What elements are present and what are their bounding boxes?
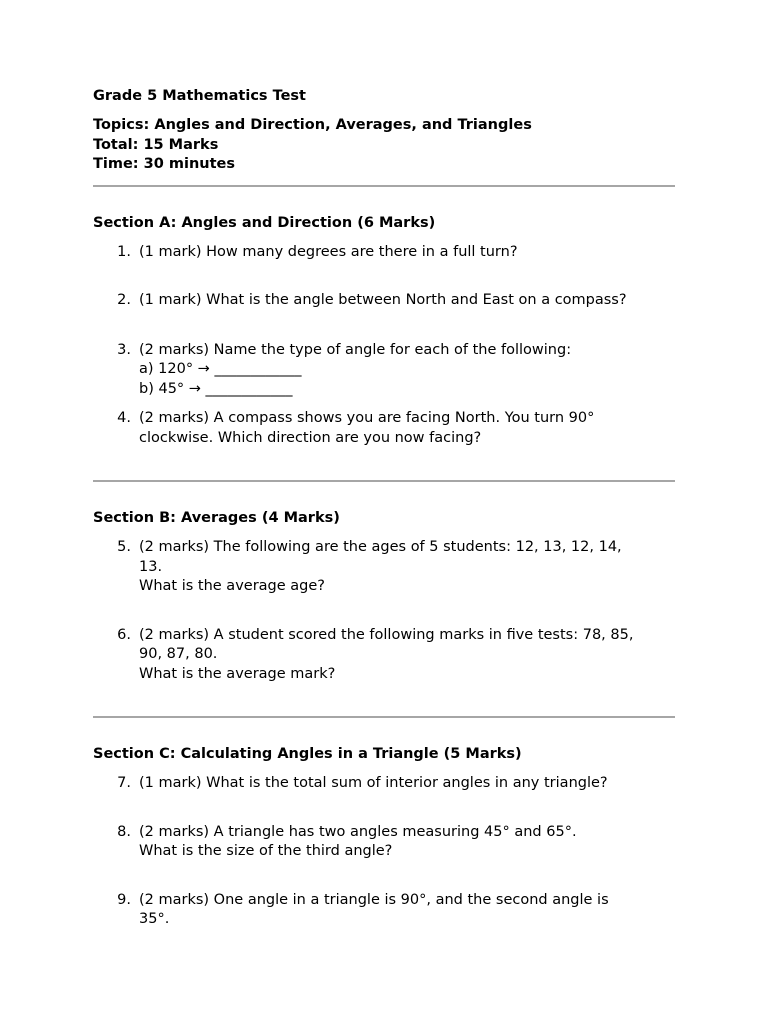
question-prompt: What is the average age?	[139, 578, 325, 594]
question-prompt: What is the average mark?	[139, 665, 336, 682]
question-number: 6.	[117, 626, 131, 643]
test-document	[93, 86, 675, 930]
question-4	[93, 409, 675, 448]
divider	[93, 716, 675, 718]
section-b-title: Section B: Averages (4 Marks)	[93, 510, 340, 526]
total-marks-line: Total: 15 Marks	[93, 136, 219, 153]
question-8	[93, 823, 675, 862]
question-3	[93, 341, 675, 400]
divider	[93, 185, 675, 187]
question-text-continued: clockwise. Which direction are you now facing?	[139, 429, 482, 446]
divider	[93, 480, 675, 482]
document-title: Grade 5 Mathematics Test	[93, 88, 306, 104]
question-text: (2 marks) A compass shows you are facing North. You turn 90°	[139, 410, 595, 426]
question-2	[93, 291, 675, 311]
question-text: (2 marks) The following are the ages of 5 students: 12, 13, 12, 14,	[139, 539, 622, 555]
question-text: (2 marks) A student scored the following marks in five tests: 78, 85,	[139, 626, 634, 643]
time-line: Time: 30 minutes	[93, 156, 235, 172]
question-number: 9.	[117, 891, 131, 908]
question-text-continued: 90, 87, 80.	[139, 646, 218, 662]
question-text-continued: 13.	[139, 558, 163, 575]
question-5	[93, 538, 675, 597]
section-c-title: Section C: Calculating Angles in a Triangle (5 Marks)	[93, 746, 522, 762]
question-text: (1 mark) What is the total sum of interior angles in any triangle?	[139, 775, 608, 791]
question-6	[93, 626, 675, 685]
test-meta	[93, 116, 675, 175]
question-number: 3.	[117, 341, 131, 358]
question-number: 1.	[117, 243, 131, 260]
question-number: 2.	[117, 292, 131, 308]
answer-blank-b: b) 45° → ____________	[139, 380, 293, 397]
question-prompt: What is the size of the third angle?	[139, 843, 393, 859]
question-text: (2 marks) Name the type of angle for each of the following:	[139, 341, 572, 358]
question-text: (2 marks) A triangle has two angles measuring 45° and 65°.	[139, 823, 577, 840]
question-text: (1 mark) What is the angle between North and East on a compass?	[139, 292, 627, 308]
question-text-continued: 35°.	[139, 911, 170, 927]
answer-blank-a: a) 120° → ____________	[139, 361, 302, 377]
question-number: 7.	[117, 775, 131, 791]
question-number: 8.	[117, 823, 131, 840]
question-7	[93, 774, 675, 794]
section-a-title: Section A: Angles and Direction (6 Marks)	[93, 214, 436, 231]
question-text: (1 mark) How many degrees are there in a full turn?	[139, 243, 518, 260]
question-1	[93, 243, 675, 263]
topics-line: Topics: Angles and Direction, Averages, and Triangles	[93, 117, 532, 133]
question-9	[93, 891, 675, 930]
question-number: 4.	[117, 410, 131, 426]
question-text: (2 marks) One angle in a triangle is 90°, and the second angle is	[139, 891, 609, 908]
question-number: 5.	[117, 539, 131, 555]
